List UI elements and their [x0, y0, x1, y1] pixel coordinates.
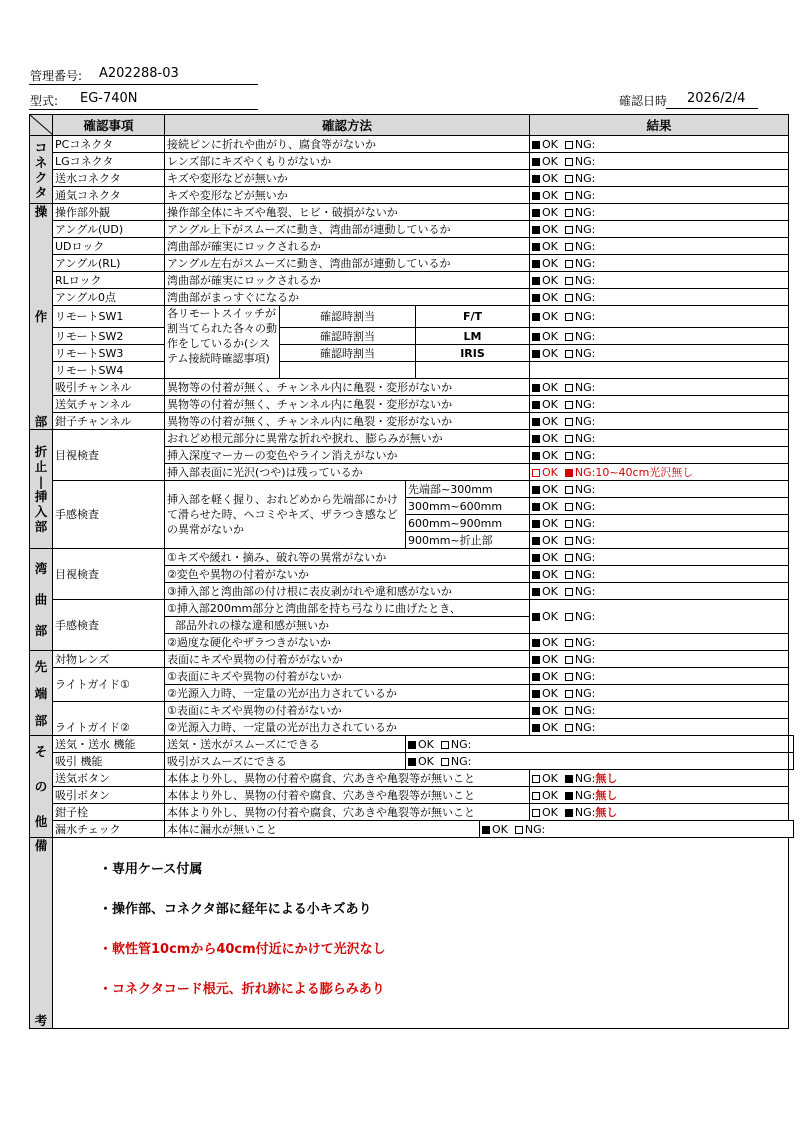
result-cell[interactable]: OK NG: — [530, 379, 789, 396]
method-cell: ②変色や異物の付着がないか — [165, 566, 530, 583]
section-label-connector: コ ネ ク タ — [30, 136, 53, 204]
result-cell[interactable]: OK NG: — [530, 396, 789, 413]
checked-box-icon[interactable] — [565, 775, 573, 783]
model-value: EG-740N — [80, 91, 138, 106]
item-cell: RLロック — [53, 272, 165, 289]
method-cell: 表面にキズや異物の付着ががないか — [165, 651, 530, 668]
checked-box-icon[interactable] — [532, 192, 540, 200]
table-row — [30, 821, 794, 838]
table-row — [30, 238, 794, 255]
ng-note: 無し — [595, 771, 618, 785]
table-row — [30, 481, 794, 498]
item-cell: 目視検査 — [53, 549, 165, 600]
result-cell[interactable]: OK NG: — [530, 651, 789, 668]
management-number-value: A202288-03 — [99, 66, 179, 81]
item-cell: リモートSW2 — [53, 328, 165, 345]
empty-box-icon[interactable] — [565, 401, 573, 409]
method-cell: 本体に漏水が無いこと — [165, 821, 480, 838]
method-cell: ②光源入力時、一定量の光が出力されているか — [165, 685, 530, 702]
table-row — [30, 255, 794, 272]
method-cell: ①表面にキズや異物の付着がないか — [165, 702, 530, 719]
method-cell: ②過度な硬化やザラつきがないか — [165, 634, 530, 651]
empty-box-icon[interactable] — [565, 226, 573, 234]
checked-box-icon[interactable] — [532, 243, 540, 251]
result-cell[interactable]: OK NG: — [530, 238, 789, 255]
method-cell: 湾曲部がまっすぐになるか — [165, 289, 530, 306]
empty-box-icon[interactable] — [565, 537, 573, 545]
result-cell[interactable]: OK NG: — [530, 532, 789, 549]
method-cell: ②光源入力時、一定量の光が出力されているか — [165, 719, 530, 736]
result-cell[interactable]: OK NG: — [530, 481, 789, 498]
result-cell[interactable]: OK NG: — [530, 187, 789, 204]
empty-box-icon[interactable] — [532, 809, 540, 817]
empty-box-icon[interactable] — [565, 639, 573, 647]
ng-note: NG:10~40cm光沢無し — [574, 465, 694, 479]
remark-line: ・コネクタコード根元、折れ跡による膨らみあり — [99, 982, 385, 997]
method-cell: 挿入部を軽く握り、おれどめから先端部にかけて滑らせた時、ヘコミやキズ、ザラつき感などの異常がないか — [165, 481, 406, 549]
assign-value-cell: LM — [416, 328, 530, 345]
checked-box-icon[interactable] — [532, 158, 540, 166]
method-cell: キズや変形などが無いか — [165, 187, 530, 204]
empty-box-icon[interactable] — [565, 158, 573, 166]
result-cell[interactable]: OK NG: — [530, 634, 789, 651]
checked-box-icon[interactable] — [532, 571, 540, 579]
table-row — [30, 136, 794, 153]
result-cell[interactable]: OK NG: — [530, 413, 789, 430]
result-cell[interactable]: OK NG: — [530, 668, 789, 685]
check-date-underline — [666, 108, 758, 109]
checked-box-icon[interactable] — [532, 350, 540, 358]
checked-box-icon[interactable] — [408, 741, 416, 749]
section-label-remarks: 備 考 — [30, 838, 53, 1029]
method-cell: 送気・送水がスムーズにできる — [165, 736, 406, 753]
assign-label-cell: 確認時割当 — [280, 328, 416, 345]
assign-label-cell: 確認時割当 — [280, 345, 416, 362]
empty-box-icon[interactable] — [565, 313, 573, 321]
result-cell[interactable]: OK NG: — [406, 736, 789, 753]
item-cell: 送気チャンネル — [53, 396, 165, 413]
range-cell: 先端部~300mm — [406, 481, 530, 498]
item-cell: 吸引チャンネル — [53, 379, 165, 396]
empty-box-icon[interactable] — [565, 520, 573, 528]
empty-box-icon[interactable] — [565, 690, 573, 698]
item-cell: 送気ボタン — [53, 770, 165, 787]
empty-box-icon[interactable] — [565, 613, 573, 621]
method-cell: 吸引がスムーズにできる — [165, 753, 406, 770]
empty-box-icon[interactable] — [565, 333, 573, 341]
item-cell: アングル0点 — [53, 289, 165, 306]
assign-label-cell: 確認時割当 — [280, 306, 416, 328]
section-label-insertion: 折 止 | 挿 入 部 — [30, 430, 53, 549]
item-cell: 通気コネクタ — [53, 187, 165, 204]
method-cell: 湾曲部が確実にロックされるか — [165, 238, 530, 255]
method-cell: 挿入深度マーカーの変色やライン消えがないか — [165, 447, 530, 464]
method-cell: 接続ピンに折れや曲がり、腐食等がないか — [165, 136, 530, 153]
result-cell[interactable]: OK NG:無し — [530, 787, 789, 804]
result-cell[interactable]: OK NG: — [530, 600, 789, 634]
table-row — [30, 770, 794, 787]
item-cell: アングル(RL) — [53, 255, 165, 272]
empty-box-icon[interactable] — [565, 418, 573, 426]
empty-box-icon[interactable] — [515, 826, 523, 834]
result-cell[interactable]: OK NG:無し — [530, 804, 789, 821]
assign-label-cell — [280, 362, 416, 379]
management-number-label: 管理番号: — [30, 69, 83, 83]
result-cell[interactable]: OK NG: — [530, 170, 789, 187]
checked-box-icon[interactable] — [532, 418, 540, 426]
result-cell[interactable]: OK NG: — [406, 753, 789, 770]
item-cell: 送水コネクタ — [53, 170, 165, 187]
empty-cell — [789, 753, 794, 770]
range-cell: 900mm~折止部 — [406, 532, 530, 549]
table-row — [30, 170, 794, 187]
remarks-row — [30, 838, 794, 1029]
result-cell[interactable]: OK NG: — [530, 447, 789, 464]
result-cell[interactable]: OK NG: — [530, 328, 789, 345]
result-cell[interactable]: OK NG: — [530, 583, 789, 600]
empty-box-icon[interactable] — [565, 554, 573, 562]
empty-box-icon[interactable] — [565, 384, 573, 392]
item-cell: ライトガイド② — [53, 702, 165, 736]
method-cell: ①キズや緩れ・摘み、破れ等の異常がないか — [165, 549, 530, 566]
table-row — [30, 549, 794, 566]
table-row — [30, 345, 794, 362]
empty-box-icon[interactable] — [565, 673, 573, 681]
table-row — [30, 430, 794, 447]
assign-value-cell: IRIS — [416, 345, 530, 362]
result-cell[interactable]: OK NG: — [530, 549, 789, 566]
table-row — [30, 362, 794, 379]
checked-box-icon[interactable] — [532, 673, 540, 681]
method-cell: 部品外れの様な違和感が無いか — [165, 617, 530, 634]
checked-box-icon[interactable] — [565, 792, 573, 800]
table-row — [30, 153, 794, 170]
checked-box-icon[interactable] — [532, 486, 540, 494]
assign-value-cell — [416, 362, 530, 379]
checked-box-icon[interactable] — [532, 520, 540, 528]
ng-note: 無し — [595, 788, 618, 802]
checked-box-icon[interactable] — [532, 656, 540, 664]
item-cell: LGコネクタ — [53, 153, 165, 170]
table-row — [30, 328, 794, 345]
method-cell: アングル左右がスムーズに動き、湾曲部が連動しているか — [165, 255, 530, 272]
table-row — [30, 289, 794, 306]
section-label-operation: 操 作 部 — [30, 204, 53, 430]
table-row — [30, 204, 794, 221]
checked-box-icon[interactable] — [532, 277, 540, 285]
checked-box-icon[interactable] — [532, 613, 540, 621]
checked-box-icon[interactable] — [532, 724, 540, 732]
empty-box-icon[interactable] — [565, 209, 573, 217]
method-cell: 異物等の付着が無く、チャンネル内に亀裂・変形がないか — [165, 396, 530, 413]
table-row — [30, 804, 794, 821]
checked-box-icon[interactable] — [532, 707, 540, 715]
remark-line: ・軟性管10cmから40cm付近にかけて光沢なし — [99, 942, 386, 957]
result-cell[interactable]: OK NG: — [530, 685, 789, 702]
method-cell: ①表面にキズや異物の付着がないか — [165, 668, 530, 685]
table-row — [30, 272, 794, 289]
method-cell: 本体より外し、異物の付着や腐食、穴あきや亀裂等が無いこと — [165, 804, 530, 821]
result-cell[interactable]: OK NG: — [530, 136, 789, 153]
method-cell: 本体より外し、異物の付着や腐食、穴あきや亀裂等が無いこと — [165, 787, 530, 804]
checked-box-icon[interactable] — [532, 175, 540, 183]
checked-box-icon[interactable] — [532, 639, 540, 647]
checked-box-icon[interactable] — [565, 469, 573, 477]
method-cell: 異物等の付着が無く、チャンネル内に亀裂・変形がないか — [165, 379, 530, 396]
method-cell: おれどめ根元部分に異常な折れや捩れ、膨らみが無いか — [165, 430, 530, 447]
table-row — [30, 221, 794, 238]
section-label-other: そ の 他 — [30, 736, 53, 838]
checked-box-icon[interactable] — [532, 452, 540, 460]
item-cell: 吸引 機能 — [53, 753, 165, 770]
inspection-table — [29, 114, 794, 1029]
item-cell: 手感検査 — [53, 600, 165, 651]
management-number-underline — [29, 84, 258, 85]
result-cell-ng[interactable]: OK NG:10~40cm光沢無し — [530, 464, 789, 481]
table-row — [30, 702, 794, 719]
method-cell: 異物等の付着が無く、チャンネル内に亀裂・変形がないか — [165, 413, 530, 430]
checked-box-icon[interactable] — [532, 294, 540, 302]
section-label-tip: 先 端 部 — [30, 651, 53, 736]
item-cell: 手感検査 — [53, 481, 165, 549]
item-cell: 送気・送水 機能 — [53, 736, 165, 753]
empty-box-icon[interactable] — [565, 277, 573, 285]
col-header-item: 確認事項 — [53, 115, 165, 136]
checked-box-icon[interactable] — [532, 503, 540, 511]
col-header-method: 確認方法 — [165, 115, 530, 136]
result-cell[interactable]: OK NG: — [530, 221, 789, 238]
table-row — [30, 600, 794, 617]
result-cell[interactable]: OK NG: — [530, 289, 789, 306]
item-cell: 対物レンズ — [53, 651, 165, 668]
empty-box-icon[interactable] — [532, 775, 540, 783]
result-cell[interactable]: OK NG: — [530, 719, 789, 736]
empty-box-icon[interactable] — [565, 294, 573, 302]
ng-note: 無し — [595, 805, 618, 819]
corner-diagonal-cell — [30, 115, 53, 136]
model-underline — [29, 109, 258, 110]
range-cell: 300mm~600mm — [406, 498, 530, 515]
checked-box-icon[interactable] — [532, 435, 540, 443]
empty-box-icon[interactable] — [565, 571, 573, 579]
item-cell: 鉗子栓 — [53, 804, 165, 821]
remote-method-cell: 各リモートスイッチが割当てられた各々の動作をしているか(システム接続時確認事項) — [165, 306, 280, 379]
item-cell: 目視検査 — [53, 430, 165, 481]
empty-box-icon[interactable] — [565, 260, 573, 268]
checked-box-icon[interactable] — [532, 690, 540, 698]
result-cell[interactable]: OK NG: — [530, 566, 789, 583]
empty-box-icon[interactable] — [532, 469, 540, 477]
method-cell: 挿入部表面に光沢(つや)は残っているか — [165, 464, 530, 481]
method-cell: ③挿入部と湾曲部の付け根に表皮剥がれや違和感がないか — [165, 583, 530, 600]
item-cell: PCコネクタ — [53, 136, 165, 153]
empty-cell — [789, 736, 794, 753]
checked-box-icon[interactable] — [532, 401, 540, 409]
table-row — [30, 306, 794, 328]
item-cell: ライトガイド① — [53, 668, 165, 702]
empty-box-icon[interactable] — [532, 792, 540, 800]
diagonal-line — [30, 115, 53, 135]
empty-box-icon[interactable] — [565, 656, 573, 664]
result-cell[interactable]: OK NG: — [530, 204, 789, 221]
empty-box-icon[interactable] — [565, 141, 573, 149]
result-cell[interactable]: OK NG: — [530, 430, 789, 447]
table-row — [30, 753, 794, 770]
range-cell: 600mm~900mm — [406, 515, 530, 532]
checked-box-icon[interactable] — [532, 384, 540, 392]
checked-box-icon[interactable] — [565, 809, 573, 817]
remark-line: ・操作部、コネクタ部に経年による小キズあり — [99, 902, 372, 917]
checked-box-icon[interactable] — [532, 333, 540, 341]
item-cell: UDロック — [53, 238, 165, 255]
result-cell[interactable]: OK NG: — [530, 272, 789, 289]
empty-box-icon[interactable] — [565, 486, 573, 494]
method-cell: キズや変形などが無いか — [165, 170, 530, 187]
result-cell[interactable]: OK NG: — [530, 153, 789, 170]
item-cell: 吸引ボタン — [53, 787, 165, 804]
empty-box-icon[interactable] — [565, 175, 573, 183]
method-cell: レンズ部にキズやくもりがないか — [165, 153, 530, 170]
empty-box-icon[interactable] — [565, 350, 573, 358]
remarks-content — [53, 838, 789, 1029]
result-cell[interactable]: OK NG: — [530, 306, 789, 328]
check-date-value: 2026/2/4 — [687, 91, 746, 106]
table-row — [30, 379, 794, 396]
result-cell[interactable]: OK NG:無し — [530, 770, 789, 787]
method-cell: アングル上下がスムーズに動き、湾曲部が連動しているか — [165, 221, 530, 238]
table-row — [30, 736, 794, 753]
checked-box-icon[interactable] — [532, 260, 540, 268]
result-cell[interactable]: OK NG: — [530, 702, 789, 719]
table-row — [30, 413, 794, 430]
result-cell[interactable]: OK NG: — [530, 255, 789, 272]
empty-box-icon[interactable] — [441, 758, 449, 766]
checked-box-icon[interactable] — [408, 758, 416, 766]
item-cell: 漏水チェック — [53, 821, 165, 838]
empty-box-icon[interactable] — [565, 435, 573, 443]
method-cell: 本体より外し、異物の付着や腐食、穴あきや亀裂等が無いこと — [165, 770, 530, 787]
result-cell[interactable]: OK NG: — [530, 515, 789, 532]
col-header-result: 結果 — [530, 115, 789, 136]
checked-box-icon[interactable] — [532, 554, 540, 562]
method-cell: 操作部全体にキズや亀裂、ヒビ・破損がないか — [165, 204, 530, 221]
checked-box-icon[interactable] — [532, 226, 540, 234]
checked-box-icon[interactable] — [482, 826, 490, 834]
checked-box-icon[interactable] — [532, 313, 540, 321]
empty-box-icon[interactable] — [565, 243, 573, 251]
remark-line: ・専用ケース付属 — [99, 862, 203, 877]
method-cell: 湾曲部が確実にロックされるか — [165, 272, 530, 289]
empty-box-icon[interactable] — [565, 503, 573, 511]
empty-box-icon[interactable] — [565, 707, 573, 715]
empty-box-icon[interactable] — [565, 452, 573, 460]
empty-box-icon[interactable] — [565, 588, 573, 596]
item-cell: リモートSW3 — [53, 345, 165, 362]
checked-box-icon[interactable] — [532, 588, 540, 596]
assign-value-cell: F/T — [416, 306, 530, 328]
checked-box-icon[interactable] — [532, 209, 540, 217]
item-cell: 鉗子チャンネル — [53, 413, 165, 430]
empty-cell — [789, 821, 794, 838]
table-header-row — [30, 115, 794, 136]
item-cell: アングル(UD) — [53, 221, 165, 238]
table-row — [30, 651, 794, 668]
table-row — [30, 787, 794, 804]
empty-box-icon[interactable] — [441, 741, 449, 749]
table-row — [30, 187, 794, 204]
table-row — [30, 668, 794, 685]
result-cell[interactable]: OK NG: — [530, 498, 789, 515]
checked-box-icon[interactable] — [532, 537, 540, 545]
model-label: 型式: — [30, 94, 59, 108]
item-cell: リモートSW1 — [53, 306, 165, 328]
item-cell: リモートSW4 — [53, 362, 165, 379]
result-cell[interactable]: OK NG: — [530, 345, 789, 362]
empty-box-icon[interactable] — [565, 724, 573, 732]
check-date-label: 確認日時 — [619, 94, 668, 108]
section-label-bend: 湾 曲 部 — [30, 549, 53, 651]
table-row — [30, 396, 794, 413]
method-cell: ①挿入部200mm部分と湾曲部を持ち弓なりに曲げたとき、 — [165, 600, 530, 617]
result-cell — [530, 362, 789, 379]
checked-box-icon[interactable] — [532, 141, 540, 149]
result-cell[interactable]: OK NG: — [480, 821, 789, 838]
item-cell: 操作部外観 — [53, 204, 165, 221]
empty-box-icon[interactable] — [565, 192, 573, 200]
